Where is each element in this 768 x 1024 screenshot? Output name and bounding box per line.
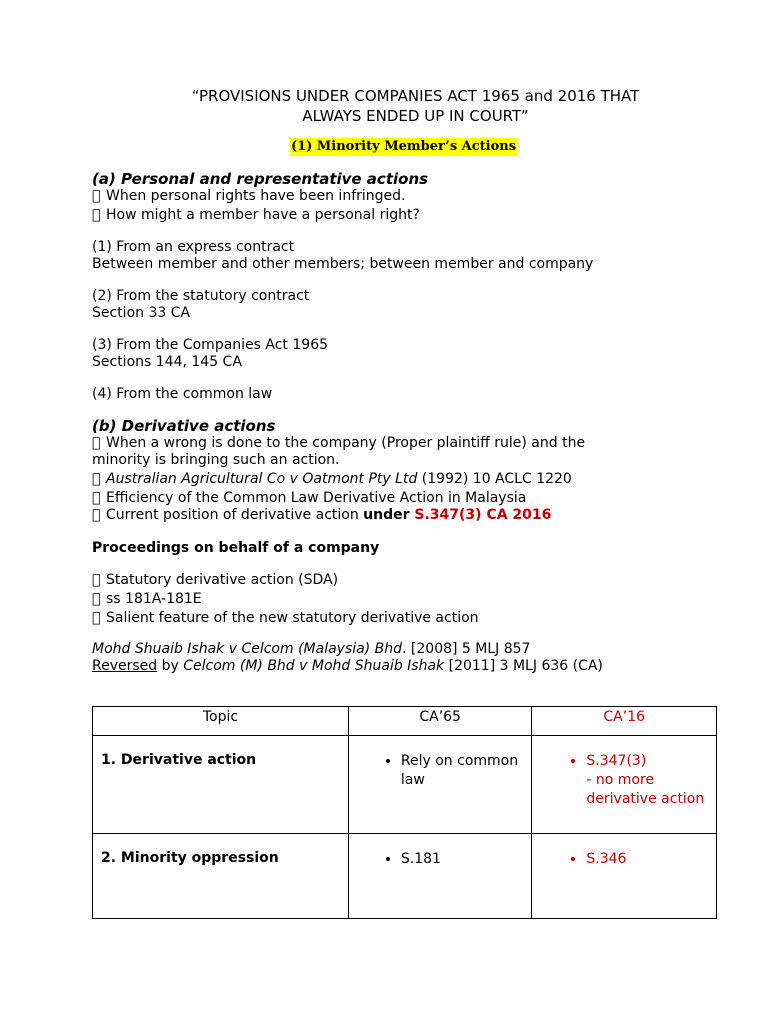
case-line: Reversed by Celcom (M) Bhd v Mohd Shuaib Ishak [2011] 3 MLJ 636 (CA) [92,658,603,674]
bullet-glyph [92,609,106,627]
bullet-glyph [92,434,106,452]
case-citation: (1992) 10 ACLC 1220 [417,471,572,487]
case-name: Celcom (M) Bhd v Mohd Shuaib Ishak [183,658,445,674]
bullet-glyph [92,187,106,205]
title-line-1: “PROVISIONS UNDER COMPANIES ACT 1965 and 2016 THAT [191,87,640,105]
section-b-bullet: When a wrong is done to the company (Proper plaintiff rule) and the [92,434,585,452]
source-label: (4) From the common law [92,386,273,402]
source-label: (2) From the statutory contract [92,288,310,304]
column-header: CA’16 [532,707,717,736]
title-line-2: ALWAYS ENDED UP IN COURT” [302,107,529,125]
case-line [92,640,530,658]
column-header: Topic [93,707,349,736]
proceedings-heading: Proceedings on behalf of a company [92,540,380,556]
bullet-glyph [92,506,106,524]
source-detail: Sections 144, 145 CA [92,354,242,370]
section-b-bullet [92,470,572,488]
section-b-heading: (b) Derivative actions [92,417,276,435]
case-citation: [2011] 3 MLJ 636 (CA) [444,658,603,674]
proceedings-bullet: Statutory derivative action (SDA) [92,571,338,589]
section-b-bullet: Efficiency of the Common Law Derivative Action in Malaysia [92,489,526,507]
comparison-table [92,706,717,919]
section-a-bullet: How might a member have a personal right? [92,206,420,224]
ca65-cell: • Rely on common law [348,736,532,834]
case-citation: . [2008] 5 MLJ 857 [402,641,531,657]
ca16-cell: • S.347(3) - no more derivative action [532,736,717,834]
bullet-glyph [92,206,106,224]
case-name: Mohd Shuaib Ishak v Celcom (Malaysia) Bhd [92,641,403,657]
table-row [93,834,717,919]
column-header: CA’65 [348,707,532,736]
statute-reference: S.347(3) CA 2016 [414,507,552,523]
bullet-glyph [92,470,106,488]
document-title [93,86,738,126]
proceedings-bullet: ss 181A-181E [92,590,202,608]
source-detail: Between member and other members; between member and company [92,256,594,272]
source-label: (1) From an express contract [92,239,295,255]
row-topic: 2. Minority oppression [93,834,349,919]
proceedings-bullet: Salient feature of the new statutory derivative action [92,609,479,627]
table-header-row [93,707,717,736]
ca65-cell: • S.181 [348,834,532,919]
bullet-glyph [92,571,106,589]
case-name: Australian Agricultural Co v Oatmont Pty Ltd [106,471,418,487]
section-a-bullet: When personal rights have been infringed. [92,187,405,205]
row-topic: 1. Derivative action [93,736,349,834]
bullet-glyph [92,590,106,608]
ca16-cell: • S.346 [532,834,717,919]
table-row [93,736,717,834]
section-a-heading: (a) Personal and representative actions [92,170,429,188]
source-label: (3) From the Companies Act 1965 [92,337,329,353]
section-b-bullet-continued: minority is bringing such an action. [92,452,340,468]
section-subheading: (1) Minority Member’s Actions [291,139,517,154]
bullet-glyph [92,489,106,507]
section-b-bullet: Current position of derivative action under S.347(3) CA 2016 [92,506,551,524]
source-detail: Section 33 CA [92,305,191,321]
